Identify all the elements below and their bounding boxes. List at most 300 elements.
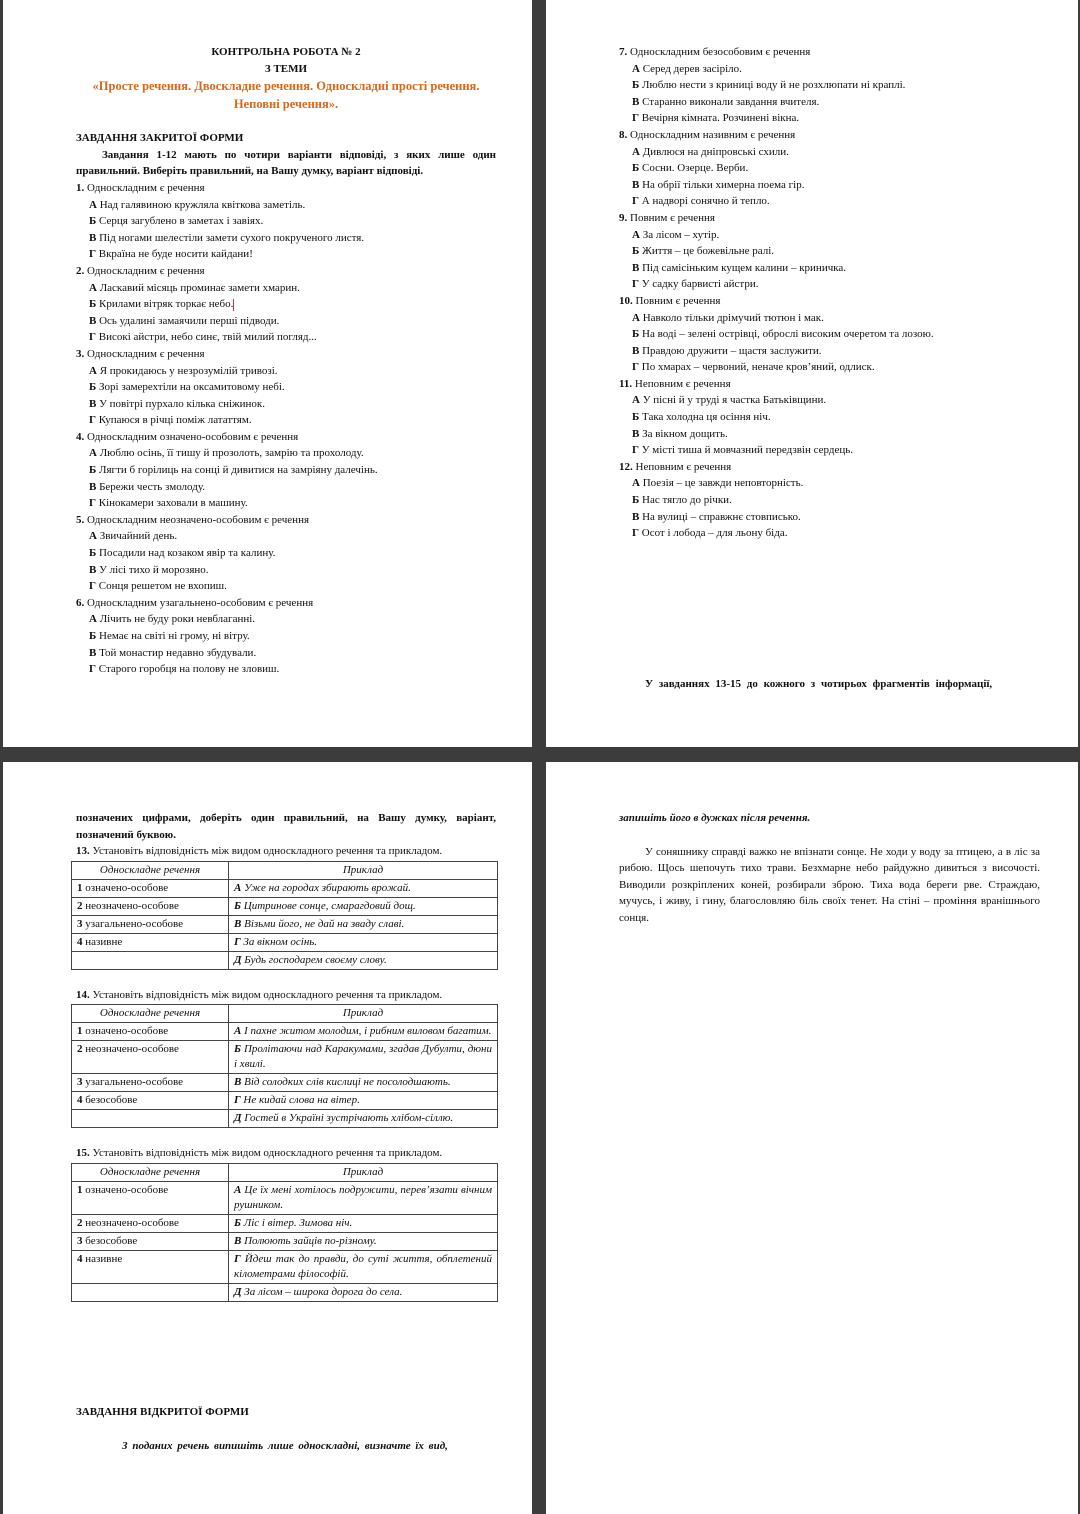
question-number: 3. <box>76 347 85 360</box>
table-row <box>72 1041 498 1074</box>
example-cell <box>229 1110 498 1128</box>
option-letter: Б <box>89 215 97 228</box>
question-stem <box>76 346 496 363</box>
example-letter: Г <box>234 935 241 948</box>
option-text: Крилами вітряк торкає небо. <box>99 298 234 311</box>
sentence-type-cell <box>72 915 229 933</box>
type-label: неозначено-особове <box>85 899 179 912</box>
matching-intro: У завданнях 13-15 до кожного з чотирьох фрагментів інформації, <box>645 678 993 690</box>
answer-option <box>89 479 496 496</box>
question-text: Односкладним є речення <box>87 347 205 360</box>
question-text: Неповним є речення <box>635 460 732 473</box>
task-number: 14. <box>76 988 90 1001</box>
option-letter: Г <box>632 195 639 208</box>
option-text: Той монастир недавно збудували. <box>99 646 257 659</box>
type-label: означено-особове <box>85 1025 169 1038</box>
answer-option <box>632 409 1040 426</box>
sentence-type-cell <box>72 1181 229 1214</box>
answer-option <box>632 110 1040 127</box>
option-text: Нас тягло до річки. <box>642 494 732 507</box>
answer-option <box>89 562 496 579</box>
option-letter: Г <box>632 444 639 457</box>
option-text: Бережи честь змолоду. <box>99 480 205 493</box>
question-text: Односкладним безособовим є речення <box>630 46 811 58</box>
option-text: Серед дерев засіріло. <box>642 62 742 75</box>
answer-option <box>89 578 496 595</box>
column-header: Приклад <box>229 861 498 879</box>
option-text: Серця загублено в заметах і завіях. <box>99 215 264 228</box>
answer-option <box>632 160 1040 177</box>
answer-option <box>89 230 496 247</box>
task-number: 13. <box>76 845 90 858</box>
option-text: Ось удалині замаячили перші підводи. <box>99 314 280 327</box>
option-letter: А <box>89 613 97 626</box>
option-letter: В <box>632 261 640 274</box>
answer-option <box>89 528 496 545</box>
example-letter: А <box>234 881 242 894</box>
column-header: Односкладне речення <box>72 1005 229 1023</box>
sentence-type-cell <box>72 1214 229 1232</box>
sentence-type-cell <box>72 879 229 897</box>
page-3 <box>3 762 532 1514</box>
question-stem <box>76 595 496 612</box>
option-letter: Б <box>89 298 97 311</box>
question-number: 1. <box>76 181 85 194</box>
option-letter: Г <box>89 663 96 676</box>
answer-option <box>89 412 496 429</box>
answer-option <box>632 227 1040 244</box>
option-letter: Б <box>632 411 640 424</box>
option-letter: А <box>632 311 640 324</box>
example-cell <box>229 933 498 951</box>
matching-intro-cont: позначених цифрами, доберіть один правильний, на Вашу думку, варіант, позначений буквою. <box>76 812 496 841</box>
example-text: За лісом – широка дорога до села. <box>244 1285 403 1298</box>
example-cell <box>229 1023 498 1041</box>
option-text: Я прокидаюсь у незрозумілій тривозі. <box>99 364 278 377</box>
option-letter: В <box>89 646 97 659</box>
answer-option <box>89 628 496 645</box>
option-text: Над галявиною кружляла квіткова заметіль. <box>99 198 306 211</box>
answer-option <box>89 396 496 413</box>
sentence-type-cell <box>72 897 229 915</box>
option-letter: Б <box>632 245 640 258</box>
option-text: По хмарах – червоний, неначе кров’яний, одлиск. <box>641 361 875 374</box>
question-text: Односкладним називним є речення <box>630 128 796 141</box>
option-text: А надворі сонячно й тепло. <box>641 195 770 208</box>
option-letter: В <box>632 427 640 440</box>
test-title: КОНТРОЛЬНА РОБОТА № 2 <box>211 46 361 58</box>
option-letter: Г <box>89 580 96 593</box>
answer-option <box>89 661 496 678</box>
question-stem <box>76 180 496 197</box>
option-text: На воді – зелені острівці, оброслі високим очеретом та лозою. <box>642 328 934 341</box>
option-text: Навколо тільки дрімучий тютюн і мак. <box>642 311 824 324</box>
option-text: Люблю нести з криниці воду й не розхлюпати ні краплі. <box>642 79 906 92</box>
answer-option <box>632 260 1040 277</box>
task-text: Установіть відповідність між видом односкладного речення та прикладом. <box>92 988 443 1001</box>
sentence-type-cell <box>72 1023 229 1041</box>
spacer <box>76 1128 496 1145</box>
option-text: Лічить не буду роки невблаганні. <box>99 613 256 626</box>
type-label: називне <box>85 935 123 948</box>
answer-option <box>89 246 496 263</box>
example-text: Цитринове сонце, смарагдовий дощ. <box>243 899 416 912</box>
question-stem <box>76 263 496 280</box>
option-letter: Г <box>632 527 639 540</box>
option-letter: А <box>632 477 640 490</box>
spacer <box>76 970 496 987</box>
example-cell <box>229 1250 498 1283</box>
type-label: означено-особове <box>85 881 169 894</box>
page-1 <box>3 0 532 747</box>
type-number: 2 <box>77 1216 83 1229</box>
column-header: Приклад <box>229 1163 498 1181</box>
option-text: Немає на світі ні грому, ні вітру. <box>99 630 250 642</box>
type-number: 1 <box>77 1025 83 1038</box>
example-text: Пролітаючи над Каракумами, згадав Дубулти, дюни і хвилі. <box>234 1043 492 1071</box>
option-letter: А <box>632 228 640 241</box>
answer-option <box>89 495 496 512</box>
option-letter: А <box>632 394 640 407</box>
option-letter: А <box>89 530 97 543</box>
type-number: 4 <box>77 1252 83 1265</box>
question-number: 2. <box>76 264 85 277</box>
sentence-type-cell <box>72 1092 229 1110</box>
example-text: Це їх мені хотілось подружити, перев’язати вічним рушником. <box>234 1183 493 1211</box>
option-letter: В <box>89 563 97 576</box>
table-header-row <box>72 1005 498 1023</box>
answer-option <box>89 296 496 313</box>
option-letter: А <box>632 145 640 158</box>
example-text: Від солодких слів кислиці не посолодшають. <box>244 1076 451 1089</box>
option-letter: Б <box>632 79 640 92</box>
example-letter: Д <box>234 953 242 966</box>
question-stem <box>76 512 496 529</box>
example-text: Не кидай слова на вітер. <box>243 1094 360 1107</box>
matching-tasks <box>76 843 496 1302</box>
type-number: 2 <box>77 1043 83 1056</box>
option-letter: В <box>89 397 97 410</box>
option-text: Люблю осінь, її тишу й прозолоть, замрію та прохолоду. <box>99 447 364 460</box>
example-letter: А <box>234 1025 242 1038</box>
type-label: називне <box>85 1252 123 1265</box>
option-text: Вечірня кімната. Розчинені вікна. <box>641 112 800 125</box>
table-header-row <box>72 1163 498 1181</box>
question-number: 11. <box>619 377 633 390</box>
example-letter: В <box>234 1234 242 1247</box>
answer-option <box>632 509 1040 526</box>
option-letter: Б <box>632 162 640 175</box>
answer-option <box>632 475 1040 492</box>
option-text: Купаюся в річці поміж лататтям. <box>98 414 252 427</box>
option-text: На обрії тільки химерна поема гір. <box>642 178 805 191</box>
table-row <box>72 915 498 933</box>
option-text: Поезія – це завжди неповторність. <box>642 477 804 490</box>
task-text: Установіть відповідність між видом односкладного речення та прикладом. <box>92 1147 443 1160</box>
option-text: Така холодна ця осіння ніч. <box>642 411 771 424</box>
answer-option <box>89 445 496 462</box>
option-letter: Б <box>89 381 97 394</box>
example-cell <box>229 1214 498 1232</box>
table-row <box>72 879 498 897</box>
instructions: Завдання 1-12 мають по чотири варіанти відповіді, з яких лише один правильний. Виберіть правильний, на Вашу думку, варіант відповіді. <box>76 148 496 178</box>
example-letter: А <box>234 1183 242 1196</box>
page-2 <box>546 0 1078 747</box>
example-text: За вікном осінь. <box>243 935 318 948</box>
question-stem <box>76 429 496 446</box>
answer-option <box>89 379 496 396</box>
option-letter: Б <box>89 464 97 477</box>
option-letter: Б <box>89 547 97 560</box>
option-text: У повітрі пурхало кілька сніжинок. <box>99 397 265 410</box>
example-text: Гостей в Україні зустрічають хлібом-сіллю. <box>244 1112 454 1125</box>
option-text: Старого горобця на полову не зловиш. <box>98 663 280 676</box>
option-letter: В <box>632 95 640 108</box>
sentence-type-cell <box>72 1283 229 1301</box>
type-label: неозначено-особове <box>85 1043 179 1056</box>
answer-option <box>89 329 496 346</box>
table-row <box>72 1250 498 1283</box>
option-text: Старанно виконали завдання вчителя. <box>642 95 820 108</box>
question-stem <box>619 459 1040 476</box>
example-text: Будь господарем своєму слову. <box>244 953 387 966</box>
answer-option <box>89 363 496 380</box>
task-stem <box>76 843 496 860</box>
option-text: За вікном дощить. <box>642 427 728 440</box>
example-cell <box>229 879 498 897</box>
task-number: 15. <box>76 1147 90 1160</box>
page-4 <box>546 762 1078 1514</box>
answer-option <box>89 611 496 628</box>
table-row <box>72 1232 498 1250</box>
table-row <box>72 1023 498 1041</box>
task-text: Установіть відповідність між видом односкладного речення та прикладом. <box>92 845 443 858</box>
type-number: 4 <box>77 1094 83 1107</box>
answer-option <box>632 442 1040 459</box>
example-text: Йдеш так до правди, до суті життя, обплетений кілометрами філософій. <box>234 1252 492 1280</box>
question-list <box>619 44 1040 542</box>
sentence-type-cell <box>72 951 229 969</box>
answer-option <box>89 462 496 479</box>
open-instructions: З поданих речень випишіть лише односкладні, визначте їх вид, <box>122 1440 448 1452</box>
option-letter: В <box>632 510 640 523</box>
option-letter: Г <box>89 497 96 510</box>
task-stem <box>76 1145 496 1162</box>
type-number: 2 <box>77 899 83 912</box>
question-text: Односкладним узагальнено-особовим є речення <box>87 596 314 609</box>
example-letter: В <box>234 1076 242 1089</box>
option-text: На вулиці – справжнє стовписько. <box>642 510 801 523</box>
example-cell <box>229 1041 498 1074</box>
table-row <box>72 1214 498 1232</box>
option-text: Сосни. Озерце. Верби. <box>642 162 749 175</box>
question-stem <box>619 127 1040 144</box>
option-text: У пісні й у труді я частка Батьківщини. <box>642 394 827 407</box>
answer-option <box>632 61 1040 78</box>
example-letter: Г <box>234 1094 241 1107</box>
type-label: неозначено-особове <box>85 1216 179 1229</box>
example-cell <box>229 915 498 933</box>
example-letter: В <box>234 917 242 930</box>
answer-option <box>89 280 496 297</box>
text-cursor <box>233 299 234 311</box>
example-letter: Б <box>234 1216 241 1229</box>
sentence-type-cell <box>72 1110 229 1128</box>
answer-option <box>632 359 1040 376</box>
matching-table <box>71 1004 498 1128</box>
example-letter: Б <box>234 1043 241 1056</box>
section-heading-open: ЗАВДАННЯ ВІДКРИТОЇ ФОРМИ <box>76 1406 249 1418</box>
question-stem <box>619 293 1040 310</box>
example-cell <box>229 1232 498 1250</box>
matching-table <box>71 861 498 970</box>
answer-option <box>632 77 1040 94</box>
question-stem <box>619 376 1040 393</box>
sentence-type-cell <box>72 1074 229 1092</box>
question-number: 10. <box>619 294 633 307</box>
type-label: означено-особове <box>85 1183 169 1196</box>
example-letter: Д <box>234 1112 242 1125</box>
example-text: Ліс і вітер. Зимова ніч. <box>243 1216 353 1229</box>
example-cell <box>229 1283 498 1301</box>
column-header: Приклад <box>229 1005 498 1023</box>
option-letter: Б <box>632 328 640 341</box>
sentence-type-cell <box>72 1250 229 1283</box>
question-text: Односкладним є речення <box>87 181 205 194</box>
option-letter: Б <box>632 494 640 507</box>
option-letter: А <box>632 62 640 75</box>
answer-option <box>632 343 1040 360</box>
option-letter: А <box>89 364 97 377</box>
answer-option <box>89 545 496 562</box>
question-number: 5. <box>76 513 85 526</box>
answer-option <box>632 243 1040 260</box>
option-letter: Г <box>632 112 639 125</box>
type-number: 3 <box>77 1076 83 1089</box>
question-text: Повним є речення <box>630 211 715 224</box>
option-text: Дивлюся на дніпровські схили. <box>642 145 789 158</box>
option-letter: Г <box>632 361 639 374</box>
sentence-type-cell <box>72 1232 229 1250</box>
sentence-type-cell <box>72 933 229 951</box>
question-list <box>76 180 496 678</box>
answer-option <box>632 94 1040 111</box>
example-cell <box>229 951 498 969</box>
option-text: Під ногами шелестіли замети сухого покрученого листя. <box>99 231 365 244</box>
table-row <box>72 1074 498 1092</box>
question-number: 6. <box>76 596 85 609</box>
example-cell <box>229 1092 498 1110</box>
answer-option <box>632 177 1040 194</box>
option-text: Зорі замерехтіли на оксамитовому небі. <box>99 381 285 394</box>
option-text: Звичайний день. <box>99 530 178 543</box>
answer-option <box>632 426 1040 443</box>
example-cell <box>229 1181 498 1214</box>
question-text: Односкладним означено-особовим є речення <box>87 430 299 443</box>
option-letter: В <box>89 480 97 493</box>
example-cell <box>229 897 498 915</box>
option-text: Під самісіньким кущем калини – криничка. <box>642 261 847 274</box>
option-text: Посадили над козаком явір та калину. <box>99 547 276 560</box>
type-label: узагальнено-особове <box>85 917 184 930</box>
section-heading-closed: ЗАВДАННЯ ЗАКРИТОЇ ФОРМИ <box>76 132 244 145</box>
option-text: Лягти б горілиць на сонці й дивитися на замріяну далечінь. <box>99 464 378 477</box>
table-row <box>72 897 498 915</box>
type-label: узагальнено-особове <box>85 1076 184 1089</box>
table-row <box>72 951 498 969</box>
table-header-row <box>72 861 498 879</box>
answer-option <box>632 492 1040 509</box>
matching-table <box>71 1163 498 1302</box>
question-text: Односкладним неозначено-особовим є речення <box>87 513 310 526</box>
option-text: Сонця решетом не вхопиш. <box>98 580 227 593</box>
type-number: 1 <box>77 1183 83 1196</box>
question-number: 7. <box>619 46 628 58</box>
example-text: І пахне житом молодим, і рибним виловом багатим. <box>244 1025 492 1038</box>
answer-option <box>632 310 1040 327</box>
example-cell <box>229 1074 498 1092</box>
answer-option <box>632 144 1040 161</box>
answer-option <box>632 276 1040 293</box>
test-subtitle: З ТЕМИ <box>264 62 308 75</box>
sentence-type-cell <box>72 1041 229 1074</box>
column-header: Односкладне речення <box>72 861 229 879</box>
question-number: 8. <box>619 128 628 141</box>
option-text: За лісом – хутір. <box>642 228 720 241</box>
option-text: Осот і лобода – для льону біда. <box>641 527 788 540</box>
table-row <box>72 1110 498 1128</box>
type-number: 3 <box>77 917 83 930</box>
exercise-text: У соняшнику справді важко не впізнати сонце. Не ходи у воду за птицею, а в ліс за рибою. Щось шепочуть тихо трави. Безхмарне небо райдужно дивиться з височості. Виводили розкріплених коней, розбирали зброю. Тиха вода береги рве. Страждаю, мучусь, і живу, і гину, благословляю біль своїх тенет. На стіні – проміння вранішнього сонця. <box>619 845 1040 924</box>
example-letter: Д <box>234 1285 242 1298</box>
option-text: Кінокамери заховали в машину. <box>98 497 248 510</box>
example-text: Полюють зайців по-різному. <box>244 1234 377 1247</box>
open-instructions-cont: запишіть його в дужках після речення. <box>619 812 811 824</box>
answer-option <box>632 193 1040 210</box>
option-text: У лісі тихо й морозяно. <box>99 563 209 576</box>
type-label: безособове <box>85 1234 138 1247</box>
option-letter: А <box>89 447 97 460</box>
question-number: 12. <box>619 460 633 473</box>
option-letter: Г <box>89 248 96 261</box>
option-text: У місті тиша й мовчазний передзвін сердець. <box>641 444 853 457</box>
option-letter: В <box>89 314 97 327</box>
column-header: Односкладне речення <box>72 1163 229 1181</box>
table-row <box>72 1092 498 1110</box>
option-letter: Г <box>632 278 639 291</box>
table-row <box>72 1283 498 1301</box>
option-letter: Б <box>89 630 97 642</box>
topic-title: «Просте речення. Двоскладне речення. Односкладні прості речення. Неповні речення». <box>92 79 480 112</box>
question-stem <box>619 44 1040 61</box>
answer-option <box>632 525 1040 542</box>
question-text: Односкладним є речення <box>87 264 205 277</box>
question-text: Повним є речення <box>635 294 721 307</box>
option-text: Високі айстри, небо синє, твій милий погляд... <box>98 331 317 344</box>
answer-option <box>632 392 1040 409</box>
example-text: Візьми його, не дай на зваду славі. <box>244 917 405 930</box>
example-letter: Г <box>234 1252 241 1265</box>
type-number: 3 <box>77 1234 83 1247</box>
answer-option <box>89 197 496 214</box>
answer-option <box>632 326 1040 343</box>
option-letter: А <box>89 281 97 294</box>
option-text: Ласкавий місяць проминає замети хмарин. <box>99 281 300 294</box>
type-label: безособове <box>85 1094 138 1107</box>
option-letter: А <box>89 198 97 211</box>
example-text: Уже на городах збирають врожай. <box>244 881 411 894</box>
question-text: Неповним є речення <box>634 377 731 390</box>
